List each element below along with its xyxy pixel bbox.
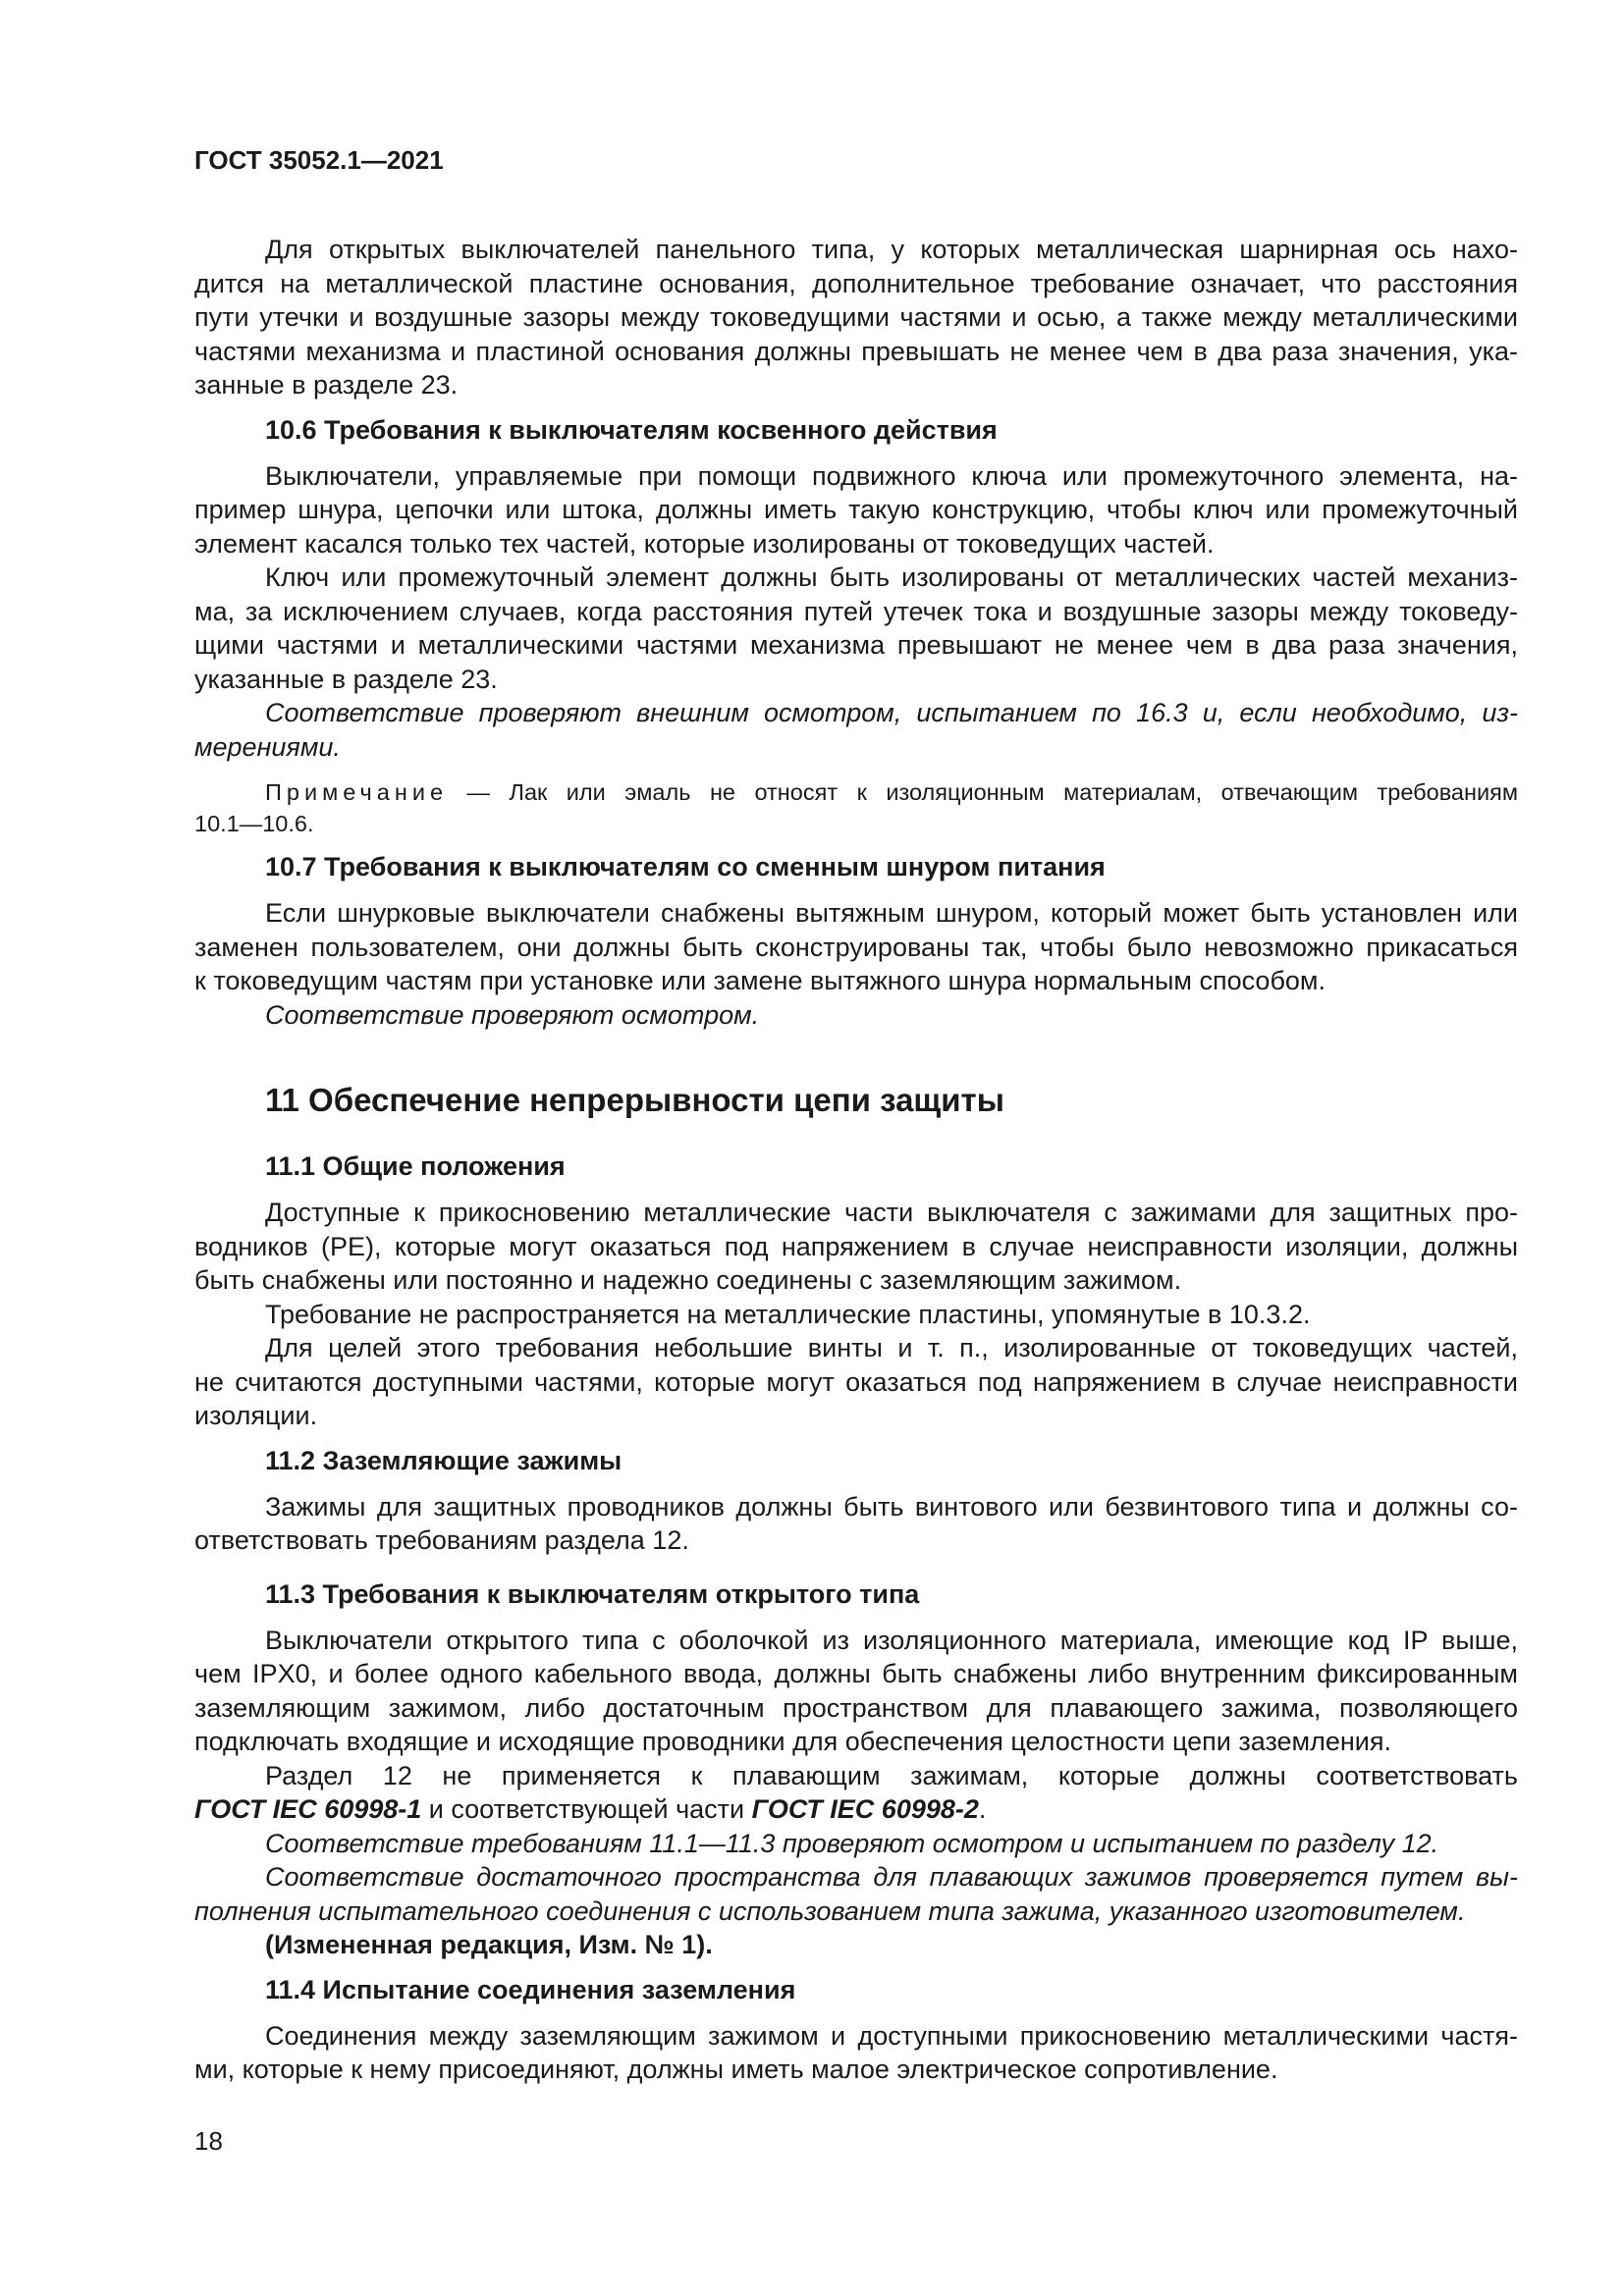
text-line: дится на металлической пластине основания, дополнительное требование означает, что расстояния [194,268,1518,298]
section-heading-11-3: 11.3 Требования к выключателям открытого типа [265,1578,920,1609]
compliance-paragraph: Соответствие требованиям 11.1—11.3 проверяют осмотром и испытанием по разделу 12. [265,1828,1439,1858]
note [194,776,1518,839]
paragraph [194,561,1518,696]
text-line: ма, за исключением случаев, когда расстояния путей утечек тока и воздушные зазоры между токоведу- [194,596,1518,626]
text-line: заменен пользователем, они должны быть сконструированы так, чтобы было невозможно прикасаться [194,932,1518,962]
text-line: Раздел 12 не применяется к плавающим зажимам, которые должны соответствовать [265,1760,1518,1790]
text-line: Соединения между заземляющим зажимом и доступными прикосновению металлическими частя- [265,2020,1518,2051]
text-line: Соответствие проверяют внешним осмотром, испытанием по 16.3 и, если необходимо, из- [265,698,1518,727]
text-line: к токоведущим частям при установке или замене вытяжного шнура нормальным способом. [194,966,1326,995]
paragraph [194,1624,1518,1759]
section-heading-11: 11 Обеспечение непрерывности цепи защиты [265,1082,1004,1118]
text-line: Зажимы для защитных проводников должны быть винтового или безвинтового типа и должны со- [265,1491,1518,1522]
text-line: частями механизма и пластиной основания должны превышать не менее чем в два раза значения, ука- [194,336,1518,366]
text-line: не считаются доступными частями, которые могут оказаться под напряжением в случае неисправности [194,1366,1518,1397]
paragraph: Требование не распространяется на металлические пластины, упомянутые в 10.3.2. [265,1299,1311,1329]
paragraph [194,1196,1518,1298]
note-text: 10.1—10.6. [194,811,314,836]
section-heading-10-6: 10.6 Требования к выключателям косвенного действия [265,414,998,445]
text-line: Выключатели открытого типа с оболочкой из изоляционного материала, имеющие код IP выше, [265,1625,1518,1655]
text-line: указанные в разделе 23. [194,664,498,694]
text-line: пути утечки и воздушные зазоры между токоведущими частями и осью, а также между металлическими [194,302,1518,332]
text-line: Для открытых выключателей панельного типа, у которых металлическая шарнирная ось нахо- [265,235,1518,264]
text-line: Если шнурковые выключатели снабжены вытяжным шнуром, который может быть установлен или [265,898,1518,928]
text-line: подключать входящие и исходящие проводники для обеспечения целостности цепи заземления. [194,1727,1392,1756]
standard-reference: ГОСТ IEC 60998-1 [194,1794,422,1824]
text-line: Выключатели, управляемые при помощи подвижного ключа или промежуточного элемента, на- [265,460,1518,491]
text-line: пример шнура, цепочки или штока, должны иметь такую конструкцию, чтобы ключ или промежуточный [194,495,1518,524]
text-line: ми, которые к нему присоединяют, должны иметь малое электрическое сопротивление. [194,2055,1278,2084]
section-heading-11-4: 11.4 Испытание соединения заземления [265,1974,796,2004]
note-text: — Лак или эмаль не относят к изоляционным материалам, отвечающим требованиям [448,779,1518,805]
text-line: элемент касался только тех частей, которые изолированы от токоведущих частей. [194,528,1215,559]
section-heading-11-2: 11.2 Заземляющие зажимы [265,1445,623,1475]
section-heading-11-1: 11.1 Общие положения [265,1151,566,1181]
text-line: Доступные к прикосновению металлические части выключателя с зажимами для защитных про- [265,1198,1518,1227]
text-line: Для целей этого требования небольшие винты и т. п., изолированные от токоведущих частей, [265,1333,1518,1362]
compliance-paragraph [194,1860,1518,1928]
paragraph [194,459,1518,561]
document-page [194,145,1518,2087]
text-fragment: и соответствующей части [421,1794,752,1824]
paragraph [194,896,1518,998]
text-line: занные в разделе 23. [194,370,459,400]
paragraph [194,1759,1518,1827]
text-line: мерениями. [194,731,341,762]
text-line: щими частями и металлическими частями механизма превышают не менее чем в два раза значения, [194,630,1518,660]
amendment-note: (Измененная редакция, Изм. № 1). [265,1930,713,1959]
text-fragment: . [978,1794,987,1824]
document-header: ГОСТ 35052.1—2021 [194,145,444,175]
text-line: быть снабжены или постоянно и надежно соединены с заземляющим зажимом. [194,1265,1182,1295]
text-line: заземляющим зажимом, либо достаточным пространством для плавающего зажима, позволяющего [194,1692,1518,1723]
text-line: полнения испытательного соединения с использованием типа зажима, указанного изготовителем. [194,1896,1466,1926]
paragraph [194,1331,1518,1433]
paragraph [194,2019,1518,2087]
paragraph [194,1490,1518,1558]
compliance-paragraph: Соответствие проверяют осмотром. [265,999,760,1030]
text-line: изоляции. [194,1401,318,1430]
paragraph [194,233,1518,402]
text-line: Ключ или промежуточный элемент должны быть изолированы от металлических частей механиз- [265,562,1518,592]
standard-reference: ГОСТ IEC 60998-2 [751,1794,979,1824]
text-line: Соответствие достаточного пространства для плавающих зажимов проверяется путем вы- [265,1862,1518,1892]
page-number: 18 [194,2126,223,2156]
text-line: ответствовать требованиям раздела 12. [194,1525,689,1555]
section-heading-10-7: 10.7 Требования к выключателям со сменным шнуром питания [265,852,1106,881]
text-line: водников (PE), которые могут оказаться под напряжением в случае неисправности изоляции, должны [194,1231,1518,1261]
note-label: Примечание [265,779,449,805]
compliance-paragraph [194,696,1518,764]
text-line: чем IPX0, и более одного кабельного ввода, должны быть снабжены либо внутренним фиксированным [194,1659,1518,1688]
